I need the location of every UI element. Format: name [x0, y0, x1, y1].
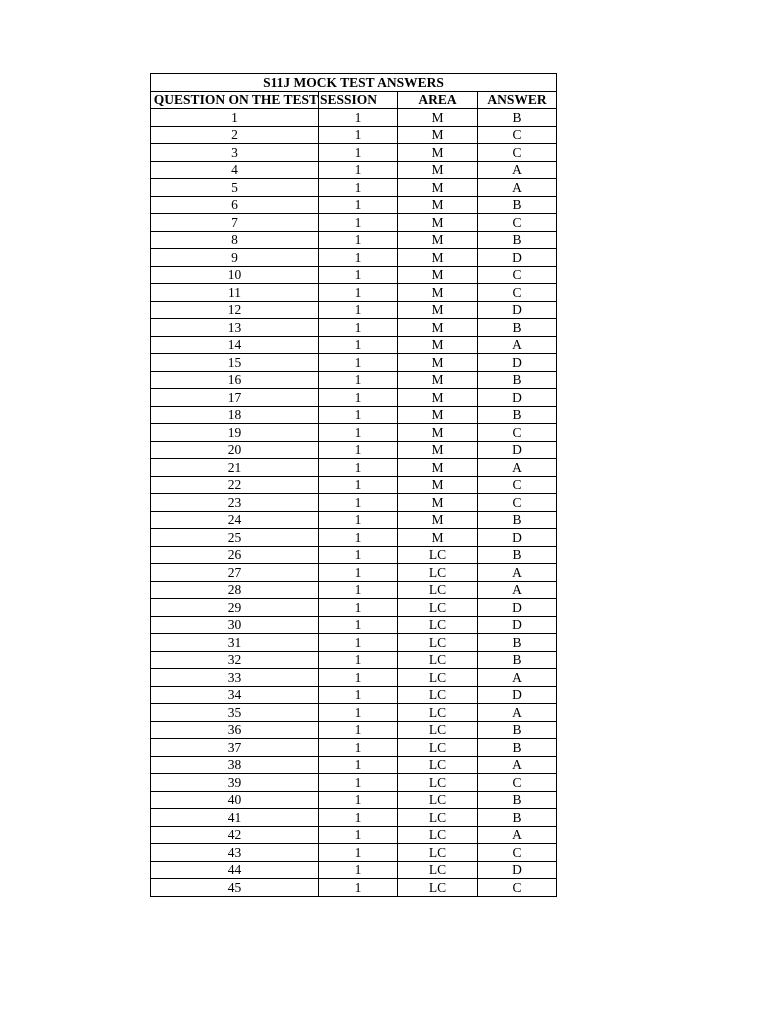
session-cell: 1 [319, 686, 398, 704]
area-cell: M [398, 249, 478, 267]
answer-cell: B [478, 196, 557, 214]
question-number-cell: 8 [151, 231, 319, 249]
question-number-cell: 6 [151, 196, 319, 214]
answer-cell: A [478, 669, 557, 687]
answer-cell: B [478, 406, 557, 424]
question-number-cell: 24 [151, 511, 319, 529]
session-cell: 1 [319, 459, 398, 477]
answer-cell: C [478, 214, 557, 232]
question-number-cell: 20 [151, 441, 319, 459]
question-number-cell: 38 [151, 756, 319, 774]
area-cell: M [398, 459, 478, 477]
area-cell: LC [398, 826, 478, 844]
area-cell: M [398, 284, 478, 302]
table-title: S11J MOCK TEST ANSWERS [151, 74, 557, 92]
table-row [151, 861, 557, 879]
table-row [151, 599, 557, 617]
question-number-cell: 16 [151, 371, 319, 389]
answer-cell: D [478, 616, 557, 634]
session-cell: 1 [319, 406, 398, 424]
question-number-cell: 42 [151, 826, 319, 844]
question-number-cell: 11 [151, 284, 319, 302]
question-number-cell: 37 [151, 739, 319, 757]
answer-cell: C [478, 494, 557, 512]
question-number-cell: 40 [151, 791, 319, 809]
question-number-cell: 26 [151, 546, 319, 564]
table-row [151, 161, 557, 179]
question-number-cell: 35 [151, 704, 319, 722]
area-cell: M [398, 476, 478, 494]
answer-cell: A [478, 179, 557, 197]
area-cell: M [398, 231, 478, 249]
table-row [151, 266, 557, 284]
answer-cell: A [478, 336, 557, 354]
table-row [151, 144, 557, 162]
area-cell: LC [398, 669, 478, 687]
session-cell: 1 [319, 249, 398, 267]
session-cell: 1 [319, 739, 398, 757]
answer-cell: B [478, 634, 557, 652]
area-cell: M [398, 529, 478, 547]
session-cell: 1 [319, 721, 398, 739]
table-row [151, 231, 557, 249]
area-cell: LC [398, 879, 478, 897]
answer-cell: C [478, 879, 557, 897]
table-row [151, 529, 557, 547]
table-row [151, 354, 557, 372]
question-number-cell: 31 [151, 634, 319, 652]
header-area: AREA [398, 91, 478, 109]
answer-cell: A [478, 459, 557, 477]
question-number-cell: 25 [151, 529, 319, 547]
question-number-cell: 13 [151, 319, 319, 337]
table-row [151, 581, 557, 599]
answer-cell: B [478, 651, 557, 669]
answer-cell: A [478, 756, 557, 774]
area-cell: M [398, 301, 478, 319]
answer-cell: C [478, 476, 557, 494]
session-cell: 1 [319, 214, 398, 232]
question-number-cell: 27 [151, 564, 319, 582]
area-cell: LC [398, 616, 478, 634]
area-cell: LC [398, 634, 478, 652]
session-cell: 1 [319, 266, 398, 284]
area-cell: M [398, 371, 478, 389]
session-cell: 1 [319, 319, 398, 337]
question-number-cell: 39 [151, 774, 319, 792]
answer-cell: B [478, 319, 557, 337]
question-number-cell: 34 [151, 686, 319, 704]
session-cell: 1 [319, 634, 398, 652]
area-cell: LC [398, 844, 478, 862]
session-cell: 1 [319, 196, 398, 214]
question-number-cell: 2 [151, 126, 319, 144]
area-cell: LC [398, 564, 478, 582]
answer-cell: B [478, 231, 557, 249]
table-row [151, 844, 557, 862]
answer-cell: D [478, 861, 557, 879]
question-number-cell: 7 [151, 214, 319, 232]
question-number-cell: 21 [151, 459, 319, 477]
session-cell: 1 [319, 616, 398, 634]
session-cell: 1 [319, 441, 398, 459]
answer-cell: C [478, 774, 557, 792]
answer-cell: B [478, 809, 557, 827]
table-row [151, 476, 557, 494]
answer-cell: D [478, 354, 557, 372]
title-row [151, 74, 557, 92]
area-cell: LC [398, 721, 478, 739]
table-row [151, 284, 557, 302]
answer-cell: D [478, 529, 557, 547]
table-row [151, 319, 557, 337]
answer-cell: B [478, 739, 557, 757]
table-row [151, 774, 557, 792]
table-row [151, 721, 557, 739]
table-row [151, 791, 557, 809]
answer-cell: B [478, 109, 557, 127]
answer-cell: A [478, 826, 557, 844]
table-row [151, 826, 557, 844]
session-cell: 1 [319, 844, 398, 862]
question-number-cell: 41 [151, 809, 319, 827]
session-cell: 1 [319, 126, 398, 144]
answer-cell: C [478, 144, 557, 162]
table-row [151, 494, 557, 512]
answer-cell: C [478, 284, 557, 302]
answer-cell: B [478, 511, 557, 529]
question-number-cell: 14 [151, 336, 319, 354]
area-cell: M [398, 511, 478, 529]
answer-cell: D [478, 441, 557, 459]
session-cell: 1 [319, 179, 398, 197]
table-row [151, 546, 557, 564]
table-row [151, 406, 557, 424]
session-cell: 1 [319, 144, 398, 162]
question-number-cell: 44 [151, 861, 319, 879]
answer-cell: C [478, 424, 557, 442]
area-cell: M [398, 214, 478, 232]
area-cell: M [398, 179, 478, 197]
question-number-cell: 9 [151, 249, 319, 267]
area-cell: M [398, 424, 478, 442]
session-cell: 1 [319, 109, 398, 127]
question-number-cell: 3 [151, 144, 319, 162]
question-number-cell: 4 [151, 161, 319, 179]
session-cell: 1 [319, 564, 398, 582]
session-cell: 1 [319, 861, 398, 879]
header-question: QUESTION ON THE TEST [151, 91, 319, 109]
answer-cell: D [478, 389, 557, 407]
answer-cell: D [478, 599, 557, 617]
area-cell: LC [398, 809, 478, 827]
session-cell: 1 [319, 599, 398, 617]
question-number-cell: 32 [151, 651, 319, 669]
table-body [151, 109, 557, 897]
session-cell: 1 [319, 546, 398, 564]
area-cell: LC [398, 546, 478, 564]
area-cell: LC [398, 774, 478, 792]
session-cell: 1 [319, 336, 398, 354]
table-row [151, 389, 557, 407]
question-number-cell: 45 [151, 879, 319, 897]
session-cell: 1 [319, 161, 398, 179]
table-row [151, 441, 557, 459]
answer-cell: B [478, 721, 557, 739]
area-cell: M [398, 266, 478, 284]
area-cell: LC [398, 686, 478, 704]
table-row [151, 739, 557, 757]
answer-cell: D [478, 301, 557, 319]
question-number-cell: 12 [151, 301, 319, 319]
table-row [151, 616, 557, 634]
table-row [151, 651, 557, 669]
area-cell: M [398, 144, 478, 162]
table-row [151, 564, 557, 582]
area-cell: M [398, 161, 478, 179]
table-row [151, 424, 557, 442]
answer-cell: B [478, 791, 557, 809]
answer-cell: A [478, 581, 557, 599]
area-cell: M [398, 196, 478, 214]
session-cell: 1 [319, 756, 398, 774]
area-cell: LC [398, 791, 478, 809]
answer-cell: A [478, 564, 557, 582]
answer-cell: C [478, 844, 557, 862]
question-number-cell: 10 [151, 266, 319, 284]
answer-cell: A [478, 704, 557, 722]
table-row [151, 669, 557, 687]
session-cell: 1 [319, 669, 398, 687]
question-number-cell: 5 [151, 179, 319, 197]
question-number-cell: 17 [151, 389, 319, 407]
area-cell: LC [398, 704, 478, 722]
area-cell: LC [398, 599, 478, 617]
question-number-cell: 23 [151, 494, 319, 512]
table-row [151, 704, 557, 722]
table-row [151, 756, 557, 774]
header-row [151, 91, 557, 109]
session-cell: 1 [319, 704, 398, 722]
question-number-cell: 29 [151, 599, 319, 617]
header-session: SESSION [319, 91, 398, 109]
area-cell: M [398, 354, 478, 372]
table-row [151, 336, 557, 354]
answer-cell: D [478, 249, 557, 267]
table-row [151, 109, 557, 127]
table-row [151, 301, 557, 319]
answer-cell: D [478, 686, 557, 704]
session-cell: 1 [319, 424, 398, 442]
table-row [151, 249, 557, 267]
session-cell: 1 [319, 389, 398, 407]
area-cell: LC [398, 739, 478, 757]
session-cell: 1 [319, 476, 398, 494]
table-row [151, 634, 557, 652]
session-cell: 1 [319, 511, 398, 529]
session-cell: 1 [319, 774, 398, 792]
question-number-cell: 30 [151, 616, 319, 634]
area-cell: LC [398, 861, 478, 879]
question-number-cell: 36 [151, 721, 319, 739]
answer-key-table [150, 73, 557, 897]
session-cell: 1 [319, 301, 398, 319]
session-cell: 1 [319, 826, 398, 844]
question-number-cell: 15 [151, 354, 319, 372]
header-answer: ANSWER [478, 91, 557, 109]
area-cell: LC [398, 581, 478, 599]
session-cell: 1 [319, 354, 398, 372]
table-row [151, 459, 557, 477]
session-cell: 1 [319, 529, 398, 547]
question-number-cell: 18 [151, 406, 319, 424]
area-cell: M [398, 336, 478, 354]
table-row [151, 196, 557, 214]
table-row [151, 179, 557, 197]
area-cell: M [398, 441, 478, 459]
question-number-cell: 19 [151, 424, 319, 442]
area-cell: LC [398, 651, 478, 669]
area-cell: M [398, 109, 478, 127]
question-number-cell: 43 [151, 844, 319, 862]
table-row [151, 686, 557, 704]
answer-cell: C [478, 266, 557, 284]
area-cell: M [398, 389, 478, 407]
table-row [151, 371, 557, 389]
session-cell: 1 [319, 651, 398, 669]
table-row [151, 511, 557, 529]
table-row [151, 214, 557, 232]
session-cell: 1 [319, 879, 398, 897]
session-cell: 1 [319, 371, 398, 389]
table-row [151, 809, 557, 827]
area-cell: M [398, 126, 478, 144]
area-cell: M [398, 494, 478, 512]
session-cell: 1 [319, 809, 398, 827]
session-cell: 1 [319, 494, 398, 512]
question-number-cell: 33 [151, 669, 319, 687]
answer-cell: A [478, 161, 557, 179]
table-row [151, 126, 557, 144]
answer-cell: B [478, 371, 557, 389]
session-cell: 1 [319, 231, 398, 249]
question-number-cell: 1 [151, 109, 319, 127]
area-cell: M [398, 319, 478, 337]
session-cell: 1 [319, 581, 398, 599]
question-number-cell: 28 [151, 581, 319, 599]
question-number-cell: 22 [151, 476, 319, 494]
session-cell: 1 [319, 284, 398, 302]
table-row [151, 879, 557, 897]
area-cell: M [398, 406, 478, 424]
area-cell: LC [398, 756, 478, 774]
answer-cell: C [478, 126, 557, 144]
session-cell: 1 [319, 791, 398, 809]
answer-cell: B [478, 546, 557, 564]
